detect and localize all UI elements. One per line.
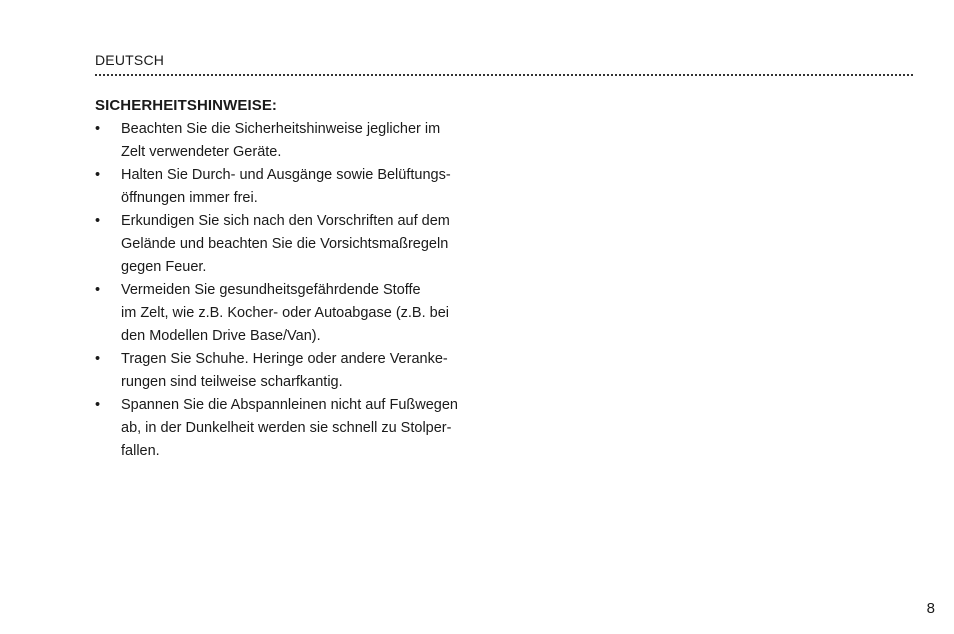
list-item-line: Tragen Sie Schuhe. Heringe oder andere Veranke- xyxy=(121,351,448,367)
list-item-line: gegen Feuer. xyxy=(121,259,207,275)
list-item xyxy=(95,210,505,279)
list-item xyxy=(95,164,505,210)
list-item-line: Zelt verwendeter Geräte. xyxy=(121,144,282,160)
list-item-line: Spannen Sie die Abspannleinen nicht auf Fußwegen xyxy=(121,397,458,413)
list-item-line: Beachten Sie die Sicherheitshinweise jeglicher im xyxy=(121,121,441,137)
bullet-icon: • xyxy=(95,282,101,298)
list-item-line: Erkundigen Sie sich nach den Vorschriften auf dem xyxy=(121,213,450,229)
list-item-line: ab, in der Dunkelheit werden sie schnell zu Stolper- xyxy=(121,420,452,436)
language-label: DEUTSCH xyxy=(95,52,165,68)
list-item xyxy=(95,118,505,164)
list-item xyxy=(95,279,505,348)
dotted-divider xyxy=(95,74,913,76)
list-item xyxy=(95,348,505,394)
bullet-icon: • xyxy=(95,167,101,183)
bullet-icon: • xyxy=(95,351,101,367)
safety-list xyxy=(95,118,505,463)
list-item-line: Vermeiden Sie gesundheitsgefährdende Stoffe xyxy=(121,282,421,298)
list-item-line: öffnungen immer frei. xyxy=(121,190,258,206)
bullet-icon: • xyxy=(95,213,101,229)
bullet-icon: • xyxy=(95,121,101,137)
bullet-icon: • xyxy=(95,397,101,413)
list-item-line: rungen sind teilweise scharfkantig. xyxy=(121,374,343,390)
page-number: 8 xyxy=(926,600,935,617)
list-item-line: den Modellen Drive Base/Van). xyxy=(121,328,321,344)
list-item xyxy=(95,394,505,463)
list-item-line: Gelände und beachten Sie die Vorsichtsmaßregeln xyxy=(121,236,449,252)
section-heading: SICHERHEITSHINWEISE: xyxy=(95,97,278,114)
list-item-line: Halten Sie Durch- und Ausgänge sowie Belüftungs- xyxy=(121,167,451,183)
list-item-line: im Zelt, wie z.B. Kocher- oder Autoabgase (z.B. bei xyxy=(121,305,450,321)
list-item-line: fallen. xyxy=(121,443,160,459)
